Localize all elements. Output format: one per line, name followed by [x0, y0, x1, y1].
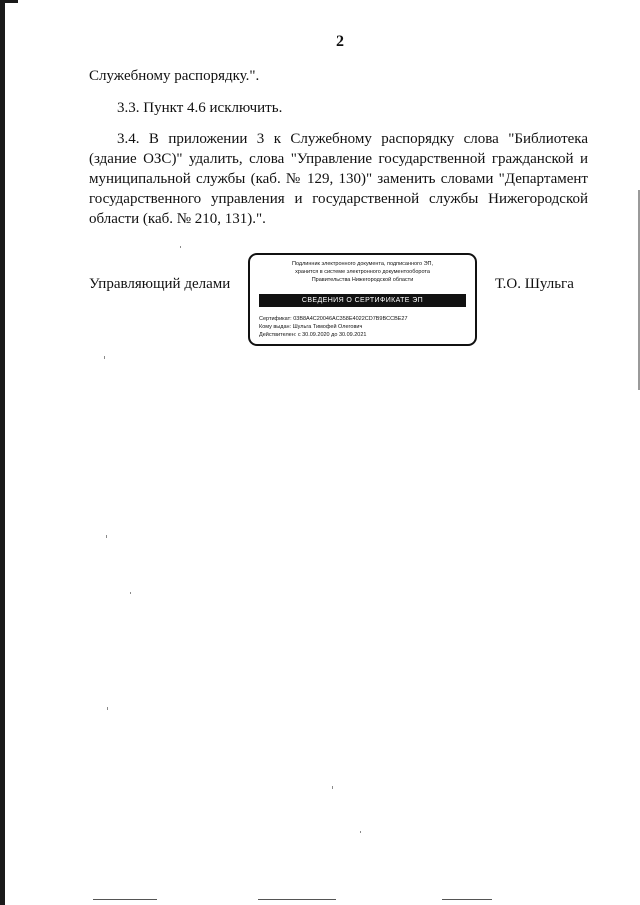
signer-position: Управляющий делами — [89, 276, 231, 292]
stamp-banner: СВЕДЕНИЯ О СЕРТИФИКАТЕ ЭП — [259, 294, 466, 307]
paragraph-item-3-4: 3.4. В приложении 3 к Служебному распорядку слова "Библиотека (здание ОЗС)" удалить, слова "Управление государственной гражданской и муниципальной службы (каб. № 129, 130)" заменить словами "Департамент государственного управления и государственной службы Нижегородской области (каб. № 210, 131).". — [89, 131, 588, 227]
paragraph-continuation: Служебному распорядку.". — [89, 68, 260, 84]
scan-speck — [104, 356, 105, 359]
stamp-certificate: Сертификат: 03B8A4C20046AC358E4022CD7B9BCCBE27 — [259, 316, 408, 322]
electronic-signature-stamp — [248, 253, 477, 346]
scan-speck — [332, 786, 333, 789]
page-number: 2 — [336, 33, 344, 50]
scan-bottom-rule — [93, 899, 157, 900]
stamp-issued-to: Кому выдан: Шульга Тимофей Олегович — [259, 324, 363, 330]
scan-speck — [107, 707, 108, 710]
stamp-certificate-details — [259, 315, 408, 339]
stamp-note-line: хранится в системе электронного документооборота — [295, 269, 430, 275]
scan-top-left-mark — [0, 0, 18, 3]
stamp-note — [250, 260, 475, 284]
signer-name: Т.О. Шульга — [495, 276, 574, 292]
scan-speck — [106, 535, 107, 538]
paragraph-item-3-3: 3.3. Пункт 4.6 исключить. — [117, 100, 283, 116]
scan-bottom-rule — [258, 899, 336, 900]
scan-left-edge — [0, 0, 5, 905]
stamp-validity: Действителен: с 30.09.2020 до 30.09.2021 — [259, 332, 367, 338]
scan-bottom-rule — [442, 899, 492, 900]
stamp-note-line: Правительства Нижегородской области — [311, 277, 414, 283]
stamp-note-line: Подлинник электронного документа, подписанного ЭП, — [291, 261, 434, 267]
scan-speck — [130, 592, 131, 594]
scan-speck — [180, 246, 181, 248]
scan-speck — [360, 831, 361, 833]
